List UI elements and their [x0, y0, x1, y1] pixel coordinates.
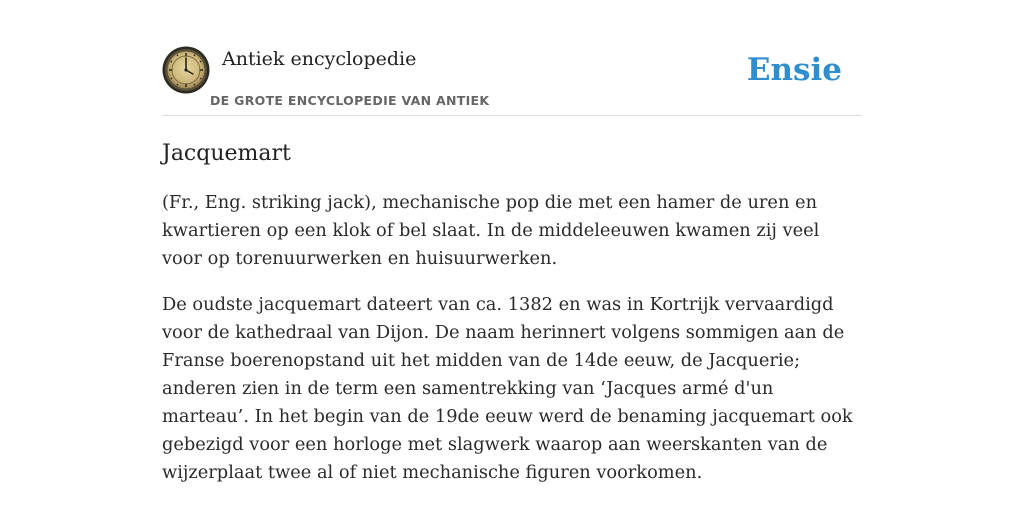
- site-header: [162, 46, 862, 116]
- article-paragraph: (Fr., Eng. striking jack), mechanische pop die met een hamer de uren en kwartieren op een klok of bel slaat. In de middeleeuwen kwamen zij veel voor op torenuurwerken en huisuurwerken.: [162, 192, 820, 269]
- article-paragraph: De oudste jacquemart dateert van ca. 1382 en was in Kortrijk vervaardigd voor de kathedraal van Dijon. De naam herinnert volgens sommigen aan de Franse boerenopstand uit het midden van de 14de eeuw, de Jacquerie; anderen zien in de term een samentrekking van ‘Jacques armé d'un marteau’. In het begin van de 19de eeuw werd de benaming jacquemart ook gebezigd voor een horloge met slagwerk waarop aan weerskanten van de wijzerplaat twee al of niet mechanische figuren voorkomen.: [162, 294, 853, 483]
- article: [162, 138, 862, 505]
- ensie-brand-link[interactable]: Ensie: [746, 52, 842, 88]
- site-subtitle: DE GROTE ENCYCLOPEDIE VAN ANTIEK: [210, 93, 490, 108]
- header-divider: [162, 115, 862, 116]
- article-title: Jacquemart: [162, 141, 291, 166]
- antique-clock-icon[interactable]: [162, 46, 210, 94]
- site-title[interactable]: Antiek encyclopedie: [222, 48, 417, 70]
